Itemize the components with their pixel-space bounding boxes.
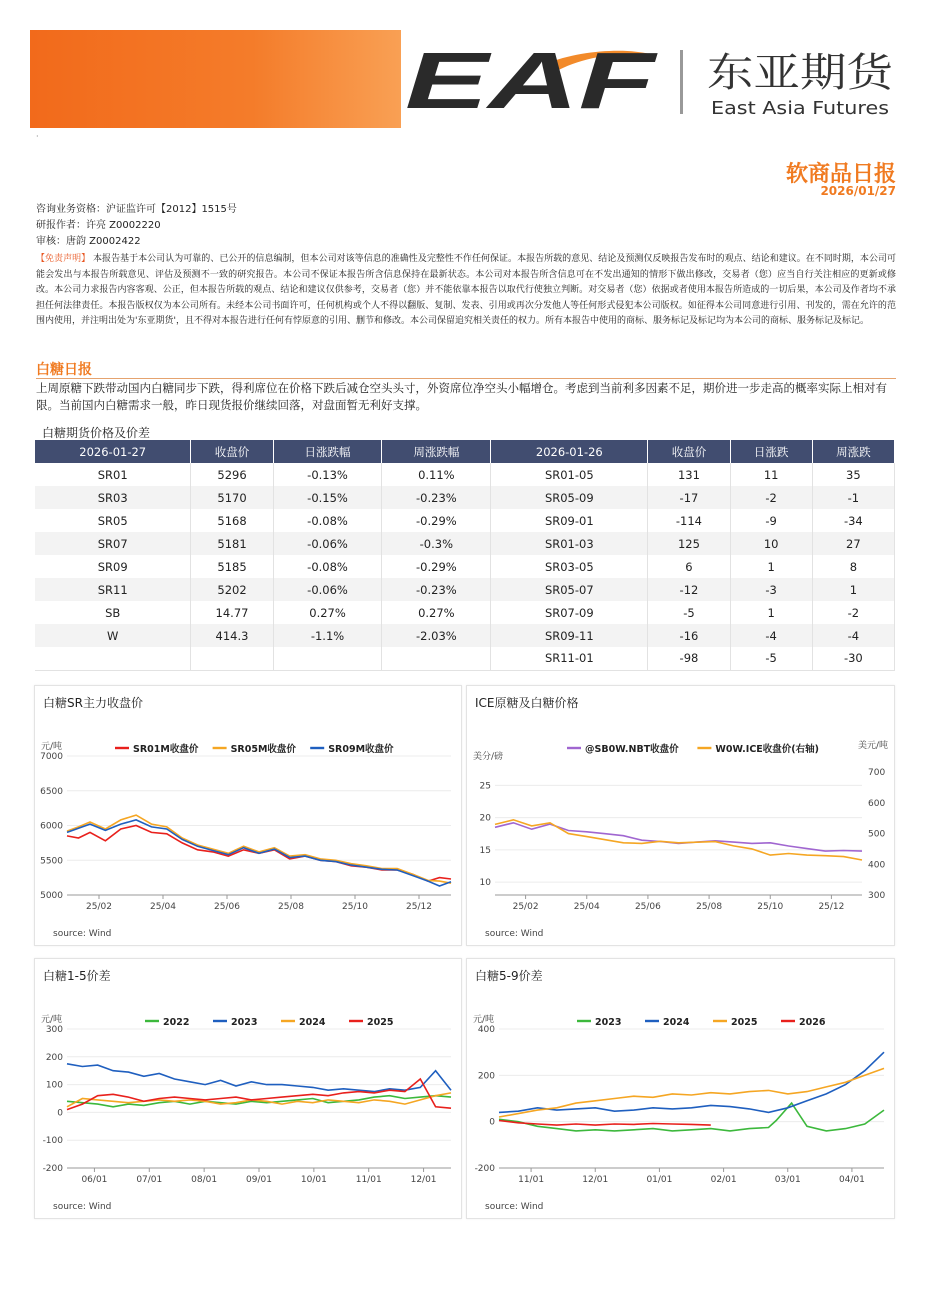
table-cell: -4 [812,624,894,647]
table-row [35,532,895,555]
y-tick-label: 0 [57,1108,63,1119]
y-unit: 元/吨 [41,742,63,752]
legend-label: @SB0W.NBT收盘价 [585,744,679,755]
table-cell [273,647,382,670]
y-tick-label: -200 [42,1164,63,1174]
y-tick-label: 5500 [40,856,63,867]
chart-source: source: Wind [53,1202,112,1212]
table-cell: 14.77 [191,601,273,624]
table-header-row [35,440,895,463]
table-cell: -9 [730,509,812,532]
table-cell: SR09-01 [491,509,648,532]
table-cell: -0.15% [273,486,382,509]
y2-tick-label: 400 [868,860,886,871]
table-cell: -3 [730,578,812,601]
series-line [67,820,451,886]
meta-reviewer: 审核：唐韵 Z0002422 [36,236,141,247]
legend-label: W0W.ICE收盘价(右轴) [715,744,819,755]
chart-sr-main-svg [35,686,463,947]
legend-label: 2026 [799,1017,826,1028]
table-cell: 0.27% [382,601,491,624]
table-cell: SR03 [35,486,191,509]
y-tick-label: -100 [42,1136,63,1147]
x-tick-label: 25/04 [150,902,176,912]
y-tick-label: 0 [489,1117,495,1128]
table-cell: -2 [730,486,812,509]
x-tick-label: 06/01 [81,1175,108,1185]
legend-label: 2025 [367,1017,394,1028]
table-cell: 5170 [191,486,273,509]
table-cell: 5185 [191,555,273,578]
table-cell: -2 [812,601,894,624]
x-tick-label: 08/01 [191,1175,218,1185]
x-tick-label: 12/01 [582,1175,609,1185]
chart-card-sr-main [34,685,462,946]
series-line [495,823,862,851]
table-header-cell: 日涨跌幅 [273,440,382,463]
table-cell: 6 [648,555,730,578]
table-cell: 5181 [191,532,273,555]
meta-author: 研报作者：许亮 Z0002220 [36,220,161,231]
legend-label: SR09M收盘价 [328,744,394,755]
price-table [35,440,895,671]
table-cell: -0.3% [382,532,491,555]
section-summary: 上周原糖下跌带动国内白糖同步下跌，得利席位在价格下跌后减仓空头头寸，外资席位净空头小幅增仓。考虑到当前利多因素不足，期价进一步走高的概率实际上相对有限。当前国内白糖需求一般，昨日现货报价继续回落，对盘面暂无利好支撑。 [36,381,887,412]
y-tick-label: 7000 [40,752,63,762]
logo-letters: EAF [405,42,659,122]
x-tick-label: 12/01 [410,1175,437,1185]
chart-source: source: Wind [485,1202,544,1212]
y-tick-label: 100 [45,1080,63,1091]
chart-source: source: Wind [53,929,112,939]
disclaimer-text: 本报告基于本公司认为可靠的、已公开的信息编制，但本公司对该等信息的准确性及完整性不作任何保证。本报告所载的意见、结论及预测仅反映报告发布时的观点、结论和建议。在不同时期，本公司可能会发出与本报告所载意见、评估及预测不一致的研究报告。本公司不保证本报告所含信息保持在最新状态。本公司对本报告所含信息可在不发出通知的情形下做出修改，交易者（您）应当自行关注相应的更新或修改。本公司力求报告内容客观、公正，但本报告所载的观点、结论和建议仅供参考，交易者（您）并不能依靠本报告以取代行使独立判断。对交易者（您）依据或者使用本报告所造成的一切后果，本公司及作者均不承担任何法律责任。本报告版权仅为本公司所有。未经本公司书面许可，任何机构或个人不得以翻版、复制、发表、引用或再次分发他人等任何形式侵犯本公司版权。如征得本公司同意进行引用、刊发的，需在允许的范围内使用，并注明出处为'东亚期货'，且不得对本报告进行任何有悖原意的引用、删节和修改。本公司保留追究相关责任的权力。所有本报告中使用的商标、服务标记及标记均为本公司的商标、服务标记及标记。 [36,254,896,326]
x-tick-label: 09/01 [246,1175,272,1185]
table-header-cell: 收盘价 [191,440,273,463]
legend-label: 2023 [231,1017,258,1028]
x-tick-label: 25/06 [214,902,240,912]
table-header-cell: 收盘价 [648,440,730,463]
table-cell: 5168 [191,509,273,532]
table-cell: 1 [812,578,894,601]
y2-tick-label: 700 [868,768,886,779]
chart-title: 白糖SR主力收盘价 [43,696,143,710]
y-tick-label: 300 [45,1025,63,1035]
table-cell: -0.08% [273,555,382,578]
y-tick-label: 200 [477,1071,495,1082]
table-cell: -12 [648,578,730,601]
x-tick-label: 25/08 [278,902,304,912]
table-row [35,601,895,624]
logo-en: East Asia Futures [711,98,889,119]
table-cell: SR01-05 [491,463,648,486]
table-cell: SR05-09 [491,486,648,509]
chart-spread-1-5-svg [35,959,463,1220]
table-cell: -114 [648,509,730,532]
x-tick-label: 25/04 [573,902,600,912]
table-cell: -30 [812,647,894,670]
x-tick-label: 10/01 [300,1175,327,1185]
x-tick-label: 25/08 [696,902,723,912]
table-cell: 10 [730,532,812,555]
table-cell: SR11-01 [491,647,648,670]
x-tick-label: 25/02 [86,902,112,912]
table-title: 白糖期货价格及价差 [42,426,151,440]
legend-label: 2025 [731,1017,758,1028]
table-body [35,463,895,670]
x-tick-label: 04/01 [838,1175,865,1185]
y-tick-label: 10 [479,878,491,889]
meta-license: 咨询业务资格：沪证监许可【2012】1515号 [36,204,237,215]
legend-label: SR01M收盘价 [133,744,199,755]
table-cell: 35 [812,463,894,486]
table-row [35,486,895,509]
table-cell: -5 [730,647,812,670]
table-cell: SR05 [35,509,191,532]
y-unit: 元/吨 [41,1015,63,1025]
logo-divider [680,50,683,114]
logo-cn: 东亚期货 [707,50,897,96]
table-cell: -1.1% [273,624,382,647]
series-line [495,820,862,860]
table-cell: -0.23% [382,578,491,601]
table-cell: 5202 [191,578,273,601]
chart-spread-5-9-svg [467,959,896,1220]
x-tick-label: 25/10 [757,902,784,912]
y-tick-label: 6000 [40,821,63,832]
x-tick-label: 25/06 [634,902,661,912]
x-tick-label: 02/01 [710,1175,737,1185]
chart-card-ice-sugar [466,685,895,946]
x-tick-label: 11/01 [518,1175,545,1185]
table-cell: -0.23% [382,486,491,509]
table-cell: SR01-03 [491,532,648,555]
table-cell: SR05-07 [491,578,648,601]
y-unit: 美分/磅 [473,752,504,762]
section-title: 白糖日报 [36,362,92,378]
y-tick-label: 20 [479,813,491,824]
y2-tick-label: 600 [868,798,886,809]
legend-label: 2024 [663,1017,690,1028]
table-cell: SR07 [35,532,191,555]
y-unit: 元/吨 [473,1015,495,1025]
table-cell: -17 [648,486,730,509]
y-tick-label: 15 [479,845,491,856]
table-cell: 5296 [191,463,273,486]
table-cell: -0.08% [273,509,382,532]
x-tick-label: 25/12 [406,902,432,912]
table-cell [191,647,273,670]
table-cell: 131 [648,463,730,486]
y-tick-label: 25 [479,781,491,792]
x-tick-label: 25/12 [818,902,845,912]
table-header-cell: 周涨跌幅 [382,440,491,463]
legend-label: 2023 [595,1017,622,1028]
header-dot: · [36,132,39,141]
table-row [35,647,895,670]
table-header-cell: 2026-01-27 [35,440,191,463]
chart-title: ICE原糖及白糖价格 [475,696,579,710]
table-cell: 11 [730,463,812,486]
x-tick-label: 03/01 [774,1175,801,1185]
table-header-cell: 2026-01-26 [491,440,648,463]
table-row [35,555,895,578]
y2-tick-label: 500 [868,829,886,840]
disclaimer [36,252,896,330]
table-header-cell: 日涨跌 [730,440,812,463]
chart-title: 白糖1-5价差 [43,969,111,983]
x-tick-label: 25/10 [342,902,368,912]
table-row [35,578,895,601]
chart-card-spread-1-5 [34,958,462,1219]
table-cell: -0.06% [273,532,382,555]
meta-block [36,202,237,250]
y-tick-label: 400 [477,1025,495,1035]
y-tick-label: -200 [474,1164,495,1174]
y2-tick-label: 300 [868,891,886,901]
table-cell [382,647,491,670]
legend-label: 2022 [163,1017,190,1028]
x-tick-label: 25/02 [512,902,539,912]
chart-title: 白糖5-9价差 [475,969,543,983]
section-divider [36,378,896,379]
eaf-logo [405,42,900,122]
table-cell [35,647,191,670]
chart-ice-sugar-svg [467,686,896,947]
table-cell: -0.29% [382,555,491,578]
chart-card-spread-5-9 [466,958,895,1219]
table-cell: SR03-05 [491,555,648,578]
table-row [35,463,895,486]
disclaimer-tag: 【免责声明】 [36,254,91,264]
table-cell: -0.13% [273,463,382,486]
header-orange-band [30,30,401,128]
report-title: 软商品日报 [785,162,896,187]
table-cell: SR09 [35,555,191,578]
y2-unit: 美元/吨 [857,741,888,751]
table-cell: 125 [648,532,730,555]
x-tick-label: 07/01 [136,1175,163,1185]
table-cell: SR01 [35,463,191,486]
table-row [35,509,895,532]
table-cell: W [35,624,191,647]
table-row [35,624,895,647]
y-tick-label: 5000 [40,891,63,901]
x-tick-label: 11/01 [355,1175,382,1185]
table-cell: -98 [648,647,730,670]
table-cell: -0.06% [273,578,382,601]
table-cell: SR07-09 [491,601,648,624]
y-tick-label: 200 [45,1052,63,1063]
table-cell: -1 [812,486,894,509]
x-tick-label: 01/01 [646,1175,673,1185]
table-cell: -0.29% [382,509,491,532]
table-cell: 1 [730,555,812,578]
table-cell: -2.03% [382,624,491,647]
table-cell: -34 [812,509,894,532]
table-cell: -4 [730,624,812,647]
table-cell: -16 [648,624,730,647]
table-cell: 8 [812,555,894,578]
report-date: 2026/01/27 [820,184,896,198]
table-cell: -5 [648,601,730,624]
table-cell: SB [35,601,191,624]
table-cell: SR11 [35,578,191,601]
y-tick-label: 6500 [40,786,63,797]
table-cell: 27 [812,532,894,555]
chart-source: source: Wind [485,929,544,939]
table-cell: 0.27% [273,601,382,624]
series-line [67,1064,451,1092]
table-header-cell: 周涨跌 [812,440,894,463]
legend-label: SR05M收盘价 [230,744,296,755]
table-cell: 0.11% [382,463,491,486]
table-cell: 1 [730,601,812,624]
table-cell: SR09-11 [491,624,648,647]
series-line [499,1052,884,1112]
legend-label: 2024 [299,1017,326,1028]
table-cell: 414.3 [191,624,273,647]
